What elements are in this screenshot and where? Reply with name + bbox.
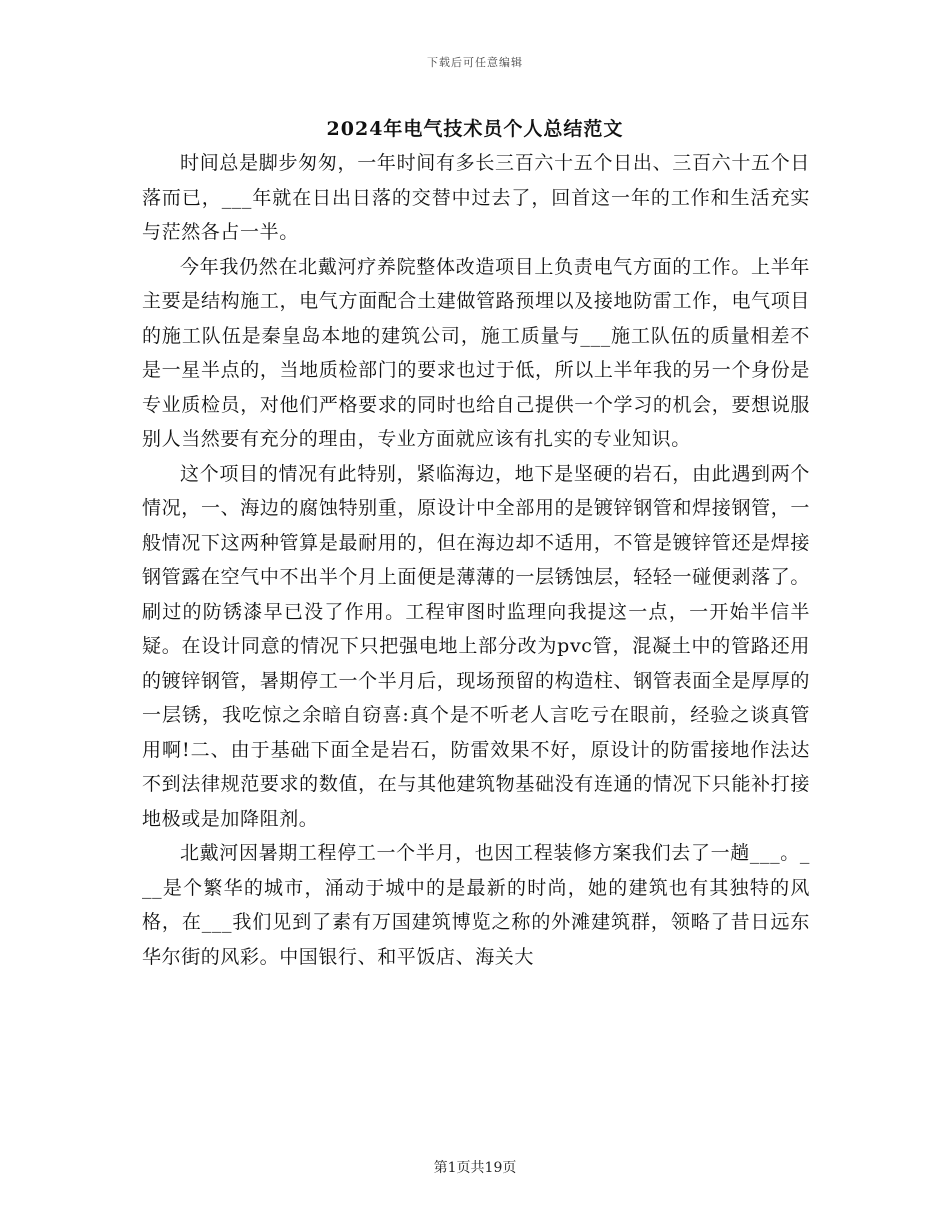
document-body — [142, 146, 810, 974]
paragraph: 这个项目的情况有此特别，紧临海边，地下是坚硬的岩石，由此遇到两个情况，一、海边的腐蚀特别重，原设计中全部用的是镀锌钢管和焊接钢管，一般情况下这两种管算是最耐用的，但在海边却不适用，不管是镀锌管还是焊接钢管露在空气中不出半个月上面便是薄薄的一层锈蚀层，轻轻一碰便剥落了。刷过的防锈漆早已没了作用。工程审图时监理向我提这一点，一开始半信半疑。在设计同意的情况下只把强电地上部分改为pvc管，混凝土中的管路还用的镀锌钢管，暑期停工一个半月后，现场预留的构造柱、钢管表面全是厚厚的一层锈，我吃惊之余暗自窃喜:真个是不听老人言吃亏在眼前，经验之谈真管用啊!二、由于基础下面全是岩石，防雷效果不好，原设计的防雷接地作法达不到法律规范要求的数值，在与其他建筑物基础没有连通的情况下只能补打接地极或是加降阻剂。 — [142, 462, 810, 830]
paragraph: 今年我仍然在北戴河疗养院整体改造项目上负责电气方面的工作。上半年主要是结构施工，电气方面配合土建做管路预埋以及接地防雷工作，电气项目的施工队伍是秦皇岛本地的建筑公司，施工质量与___施工队伍的质量相差不是一星半点的，当地质检部门的要求也过于低，所以上半年我的另一个身份是专业质检员，对他们严格要求的同时也给自己提供一个学习的机会，要想说服别人当然要有充分的理由，专业方面就应该有扎实的专业知识。 — [142, 255, 810, 450]
header-note: 下载后可任意编辑 — [427, 56, 523, 69]
paragraph: 北戴河因暑期工程停工一个半月，也因工程装修方案我们去了一趟___。___是个繁华的城市，涌动于城中的是最新的时尚，她的建筑也有其独特的风格，在___我们见到了素有万国建筑博览之称的外滩建筑群，领略了昔日远东华尔街的风彩。中国银行、和平饭店、海关大 — [142, 842, 810, 968]
page-number: 第1页共19页 — [433, 1160, 517, 1176]
paragraph: 时间总是脚步匆匆，一年时间有多长三百六十五个日出、三百六十五个日落而已，___年就在日出日落的交替中过去了，回首这一年的工作和生活充实与茫然各占一半。 — [142, 152, 810, 243]
document-title: 2024年电气技术员个人总结范文 — [326, 118, 624, 140]
